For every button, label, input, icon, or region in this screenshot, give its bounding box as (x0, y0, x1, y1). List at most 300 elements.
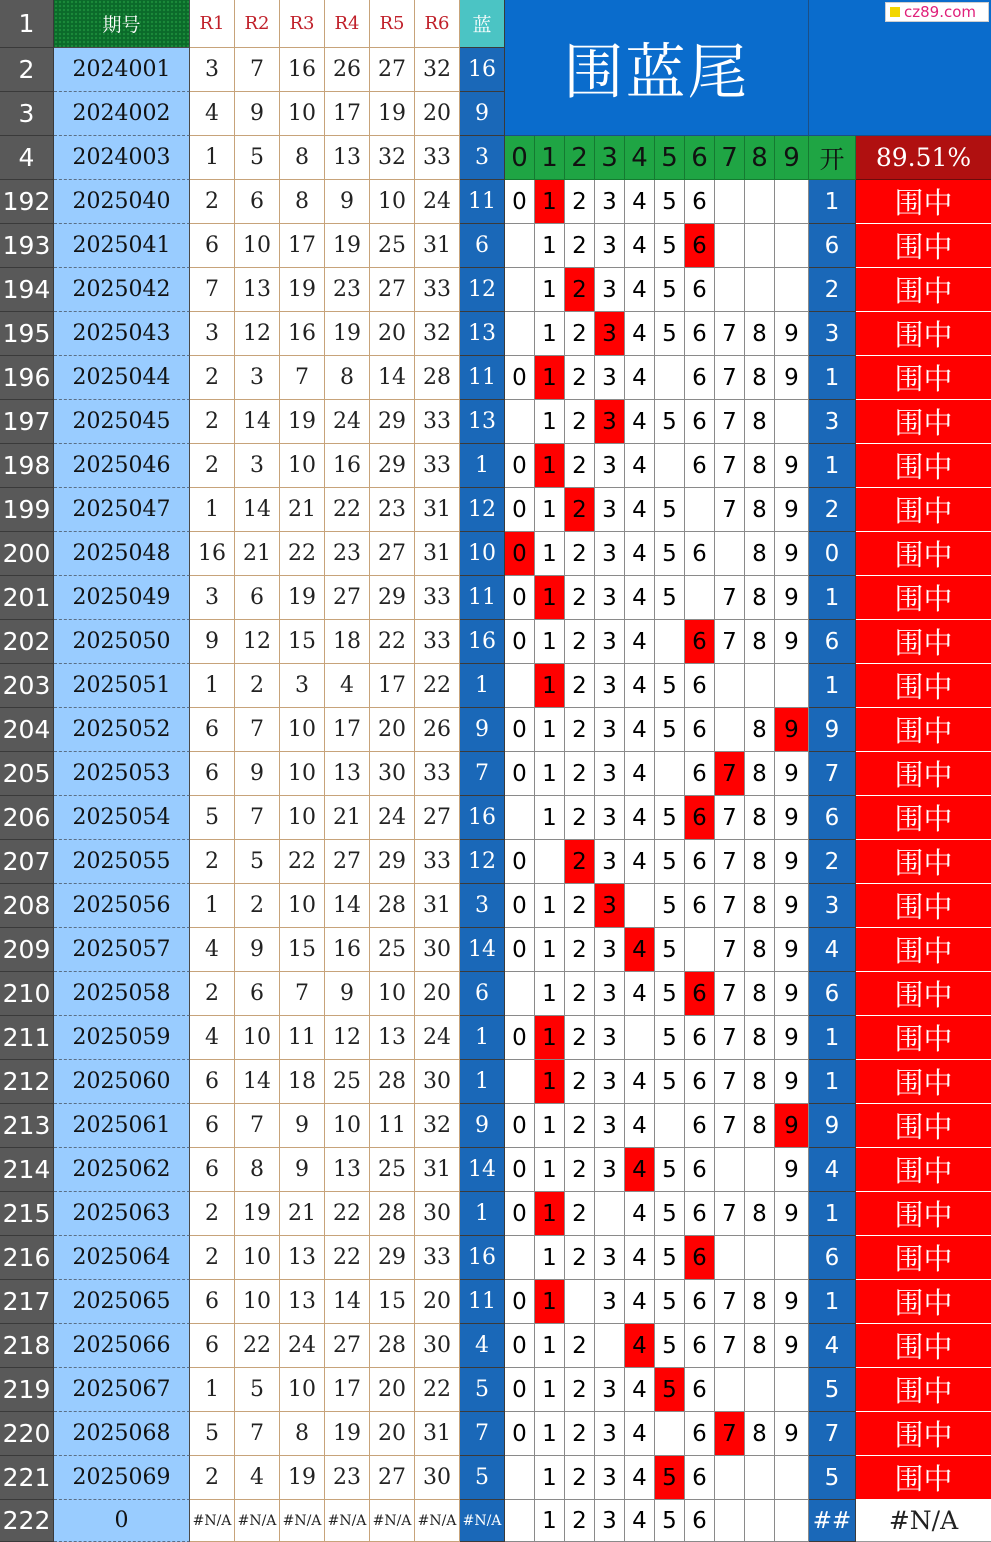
red-ball-cell[interactable]: 19 (280, 576, 325, 620)
result-cell[interactable]: 围中 (856, 1104, 991, 1148)
digit-hit-cell[interactable]: 6 (685, 972, 715, 1016)
digit-cell[interactable]: 8 (745, 928, 775, 972)
period-cell[interactable]: 2025057 (54, 928, 190, 972)
digit-cell[interactable]: 6 (685, 1500, 715, 1542)
digit-cell[interactable]: 4 (625, 1456, 655, 1500)
digit-cell[interactable]: 7 (715, 1192, 745, 1236)
digit-cell[interactable] (595, 1192, 625, 1236)
digit-cell[interactable] (775, 1236, 809, 1280)
digit-cell[interactable]: 2 (565, 1324, 595, 1368)
digit-cell[interactable]: 3 (595, 752, 625, 796)
digit-cell[interactable]: 8 (745, 1324, 775, 1368)
digit-cell[interactable]: 6 (685, 268, 715, 312)
digit-cell[interactable]: 9 (775, 444, 809, 488)
sheet-title[interactable]: 围蓝尾 (505, 0, 809, 136)
digit-cell[interactable] (745, 1368, 775, 1412)
period-cell[interactable]: 0 (54, 1500, 190, 1542)
red-ball-cell[interactable]: 31 (415, 884, 460, 928)
red-ball-cell[interactable]: #N/A (190, 1500, 235, 1542)
red-ball-cell[interactable]: 21 (280, 488, 325, 532)
digit-cell[interactable]: 8 (745, 972, 775, 1016)
red-ball-cell[interactable]: 5 (190, 796, 235, 840)
digit-cell[interactable]: 6 (685, 356, 715, 400)
digit-hit-cell[interactable]: 1 (535, 1192, 565, 1236)
red-ball-cell[interactable]: 32 (370, 136, 415, 180)
red-ball-cell[interactable]: 20 (370, 1368, 415, 1412)
red-ball-cell[interactable]: 22 (325, 1236, 370, 1280)
red-ball-cell[interactable]: 16 (280, 48, 325, 92)
result-cell[interactable]: 围中 (856, 1016, 991, 1060)
result-cell[interactable]: 围中 (856, 224, 991, 268)
red-ball-cell[interactable]: 4 (190, 928, 235, 972)
period-cell[interactable]: 2025041 (54, 224, 190, 268)
red-header-2[interactable]: R2 (235, 0, 280, 48)
digit-cell[interactable] (625, 884, 655, 928)
digit-cell[interactable]: 1 (535, 796, 565, 840)
digit-cell[interactable]: 1 (535, 1456, 565, 1500)
digit-cell[interactable]: 2 (565, 1500, 595, 1542)
red-header-3[interactable]: R3 (280, 0, 325, 48)
digit-cell[interactable]: 8 (745, 796, 775, 840)
red-ball-cell[interactable]: 23 (370, 488, 415, 532)
red-ball-cell[interactable]: 23 (325, 268, 370, 312)
digit-cell[interactable]: 2 (565, 752, 595, 796)
digit-cell[interactable]: 3 (595, 620, 625, 664)
digit-cell[interactable]: 3 (595, 488, 625, 532)
digit-hit-cell[interactable]: 1 (535, 1280, 565, 1324)
digit-cell[interactable]: 1 (535, 972, 565, 1016)
digit-cell[interactable]: 5 (655, 884, 685, 928)
blue-ball-cell[interactable]: 14 (460, 1148, 505, 1192)
red-ball-cell[interactable]: 19 (235, 1192, 280, 1236)
result-cell[interactable]: 围中 (856, 972, 991, 1016)
red-ball-cell[interactable]: 1 (190, 664, 235, 708)
digit-cell[interactable]: 2 (565, 400, 595, 444)
red-ball-cell[interactable]: 8 (235, 1148, 280, 1192)
digit-cell[interactable]: 7 (715, 1280, 745, 1324)
red-ball-cell[interactable]: 27 (415, 796, 460, 840)
digit-cell[interactable]: 4 (625, 620, 655, 664)
red-ball-cell[interactable]: 6 (190, 1324, 235, 1368)
digit-cell[interactable]: 1 (535, 532, 565, 576)
result-cell[interactable]: 围中 (856, 488, 991, 532)
digit-cell[interactable]: 0 (505, 928, 535, 972)
red-ball-cell[interactable]: 22 (325, 1192, 370, 1236)
digit-hit-cell[interactable]: 5 (655, 1456, 685, 1500)
red-ball-cell[interactable]: 22 (415, 1368, 460, 1412)
digit-cell[interactable]: 9 (775, 972, 809, 1016)
red-ball-cell[interactable]: 31 (415, 1412, 460, 1456)
digit-cell[interactable] (625, 1016, 655, 1060)
red-ball-cell[interactable]: 7 (190, 268, 235, 312)
open-digit-cell[interactable]: 2 (809, 488, 856, 532)
red-ball-cell[interactable]: 2 (190, 1456, 235, 1500)
open-digit-cell[interactable]: 0 (809, 532, 856, 576)
digit-cell[interactable]: 3 (595, 664, 625, 708)
digit-cell[interactable]: 4 (625, 1500, 655, 1542)
digit-cell[interactable]: 1 (535, 224, 565, 268)
red-ball-cell[interactable]: 17 (370, 664, 415, 708)
digit-header-5[interactable]: 5 (655, 136, 685, 180)
digit-cell[interactable]: 4 (625, 708, 655, 752)
period-header[interactable]: 期号 (54, 0, 190, 48)
red-ball-cell[interactable]: 24 (415, 1016, 460, 1060)
red-ball-cell[interactable]: 25 (370, 928, 415, 972)
digit-cell[interactable]: 8 (745, 356, 775, 400)
red-ball-cell[interactable]: 26 (325, 48, 370, 92)
red-ball-cell[interactable]: 8 (325, 356, 370, 400)
digit-cell[interactable]: 7 (715, 884, 745, 928)
result-cell[interactable]: 围中 (856, 664, 991, 708)
digit-header-4[interactable]: 4 (625, 136, 655, 180)
red-ball-cell[interactable]: 27 (370, 48, 415, 92)
digit-cell[interactable]: 3 (595, 1148, 625, 1192)
digit-cell[interactable]: 4 (625, 796, 655, 840)
digit-cell[interactable]: 2 (565, 576, 595, 620)
blue-ball-cell[interactable]: 10 (460, 532, 505, 576)
digit-cell[interactable]: 4 (625, 312, 655, 356)
digit-cell[interactable] (715, 1500, 745, 1542)
red-ball-cell[interactable]: 20 (370, 312, 415, 356)
red-ball-cell[interactable]: 7 (280, 356, 325, 400)
digit-cell[interactable]: 2 (565, 1016, 595, 1060)
red-ball-cell[interactable]: 15 (370, 1280, 415, 1324)
red-ball-cell[interactable]: 6 (190, 752, 235, 796)
result-cell[interactable]: 围中 (856, 1236, 991, 1280)
blue-ball-cell[interactable]: #N/A (460, 1500, 505, 1542)
red-ball-cell[interactable]: 16 (325, 928, 370, 972)
digit-cell[interactable]: 9 (775, 356, 809, 400)
red-ball-cell[interactable]: 10 (280, 752, 325, 796)
red-ball-cell[interactable]: 14 (325, 1280, 370, 1324)
period-cell[interactable]: 2025056 (54, 884, 190, 928)
digit-cell[interactable]: 6 (685, 1456, 715, 1500)
period-cell[interactable]: 2025043 (54, 312, 190, 356)
digit-cell[interactable] (535, 840, 565, 884)
digit-cell[interactable] (505, 1236, 535, 1280)
red-ball-cell[interactable]: 13 (325, 752, 370, 796)
red-ball-cell[interactable]: 29 (370, 444, 415, 488)
red-ball-cell[interactable]: 7 (235, 708, 280, 752)
red-ball-cell[interactable]: 33 (415, 576, 460, 620)
red-ball-cell[interactable]: 4 (190, 92, 235, 136)
digit-cell[interactable]: 2 (565, 1148, 595, 1192)
red-ball-cell[interactable]: 14 (370, 356, 415, 400)
period-cell[interactable]: 2025063 (54, 1192, 190, 1236)
digit-cell[interactable]: 2 (565, 884, 595, 928)
red-ball-cell[interactable]: 31 (415, 488, 460, 532)
digit-cell[interactable] (715, 1368, 745, 1412)
period-cell[interactable]: 2025066 (54, 1324, 190, 1368)
red-ball-cell[interactable]: 6 (190, 1060, 235, 1104)
digit-cell[interactable] (505, 796, 535, 840)
blue-ball-cell[interactable]: 16 (460, 1236, 505, 1280)
digit-cell[interactable]: 7 (715, 840, 745, 884)
digit-cell[interactable]: 5 (655, 1060, 685, 1104)
red-ball-cell[interactable]: 17 (325, 92, 370, 136)
digit-cell[interactable]: 7 (715, 1060, 745, 1104)
red-ball-cell[interactable]: 28 (370, 1192, 415, 1236)
digit-cell[interactable]: 8 (745, 1060, 775, 1104)
digit-header-3[interactable]: 3 (595, 136, 625, 180)
digit-cell[interactable]: 7 (715, 972, 745, 1016)
blue-ball-cell[interactable]: 1 (460, 1016, 505, 1060)
digit-hit-cell[interactable]: 3 (595, 312, 625, 356)
open-digit-cell[interactable]: 2 (809, 840, 856, 884)
blue-ball-cell[interactable]: 1 (460, 1060, 505, 1104)
digit-header-8[interactable]: 8 (745, 136, 775, 180)
red-ball-cell[interactable]: 27 (370, 1456, 415, 1500)
digit-cell[interactable]: 2 (565, 532, 595, 576)
red-ball-cell[interactable]: 10 (280, 92, 325, 136)
digit-cell[interactable] (505, 1500, 535, 1542)
period-cell[interactable]: 2025061 (54, 1104, 190, 1148)
digit-cell[interactable]: 4 (625, 664, 655, 708)
red-header-6[interactable]: R6 (415, 0, 460, 48)
red-ball-cell[interactable]: 27 (325, 576, 370, 620)
digit-cell[interactable]: 3 (595, 1456, 625, 1500)
red-ball-cell[interactable]: 24 (370, 796, 415, 840)
result-cell[interactable]: 围中 (856, 1456, 991, 1500)
red-ball-cell[interactable]: 27 (325, 1324, 370, 1368)
red-ball-cell[interactable]: 31 (415, 224, 460, 268)
open-digit-cell[interactable]: 4 (809, 928, 856, 972)
digit-cell[interactable]: 3 (595, 268, 625, 312)
digit-cell[interactable]: 8 (745, 312, 775, 356)
red-header-4[interactable]: R4 (325, 0, 370, 48)
red-ball-cell[interactable]: 23 (325, 1456, 370, 1500)
digit-cell[interactable] (775, 400, 809, 444)
digit-cell[interactable]: 9 (775, 884, 809, 928)
digit-cell[interactable] (505, 268, 535, 312)
red-ball-cell[interactable]: 33 (415, 840, 460, 884)
digit-cell[interactable]: 0 (505, 1104, 535, 1148)
red-ball-cell[interactable]: 11 (280, 1016, 325, 1060)
digit-cell[interactable]: 1 (535, 1324, 565, 1368)
period-cell[interactable]: 2025053 (54, 752, 190, 796)
red-ball-cell[interactable]: 10 (280, 708, 325, 752)
result-cell[interactable]: 围中 (856, 620, 991, 664)
red-ball-cell[interactable]: 13 (280, 1280, 325, 1324)
result-cell[interactable]: 围中 (856, 928, 991, 972)
red-ball-cell[interactable]: 2 (190, 356, 235, 400)
red-ball-cell[interactable]: 20 (370, 1412, 415, 1456)
red-ball-cell[interactable]: 33 (415, 268, 460, 312)
red-ball-cell[interactable]: 3 (280, 664, 325, 708)
period-cell[interactable]: 2024003 (54, 136, 190, 180)
digit-cell[interactable] (505, 972, 535, 1016)
red-ball-cell[interactable]: 21 (235, 532, 280, 576)
digit-cell[interactable]: 3 (595, 356, 625, 400)
digit-hit-cell[interactable]: 1 (535, 180, 565, 224)
digit-cell[interactable]: 5 (655, 576, 685, 620)
digit-cell[interactable] (715, 532, 745, 576)
red-ball-cell[interactable]: 3 (190, 312, 235, 356)
digit-cell[interactable]: 0 (505, 752, 535, 796)
blue-ball-cell[interactable]: 9 (460, 1104, 505, 1148)
result-cell[interactable]: 围中 (856, 444, 991, 488)
red-ball-cell[interactable]: 19 (280, 400, 325, 444)
digit-cell[interactable]: 7 (715, 576, 745, 620)
digit-cell[interactable]: 0 (505, 1192, 535, 1236)
digit-cell[interactable]: 7 (715, 488, 745, 532)
digit-cell[interactable]: 9 (775, 1324, 809, 1368)
red-ball-cell[interactable]: 12 (235, 620, 280, 664)
digit-cell[interactable]: 6 (685, 752, 715, 796)
digit-hit-cell[interactable]: 6 (685, 620, 715, 664)
digit-cell[interactable]: 8 (745, 1192, 775, 1236)
digit-cell[interactable]: 4 (625, 532, 655, 576)
digit-hit-cell[interactable]: 4 (625, 928, 655, 972)
digit-header-7[interactable]: 7 (715, 136, 745, 180)
red-ball-cell[interactable]: 15 (280, 620, 325, 664)
red-ball-cell[interactable]: 1 (190, 136, 235, 180)
red-header-5[interactable]: R5 (370, 0, 415, 48)
blue-ball-cell[interactable]: 7 (460, 1412, 505, 1456)
digit-cell[interactable]: 6 (685, 708, 715, 752)
digit-cell[interactable] (685, 576, 715, 620)
digit-cell[interactable]: 9 (775, 796, 809, 840)
open-digit-cell[interactable]: 1 (809, 576, 856, 620)
period-cell[interactable]: 2025059 (54, 1016, 190, 1060)
blue-ball-cell[interactable]: 1 (460, 1192, 505, 1236)
red-ball-cell[interactable]: 24 (325, 400, 370, 444)
digit-cell[interactable] (655, 444, 685, 488)
red-ball-cell[interactable]: 2 (190, 400, 235, 444)
digit-cell[interactable]: 8 (745, 1016, 775, 1060)
red-ball-cell[interactable]: 16 (280, 312, 325, 356)
digit-cell[interactable]: 6 (685, 884, 715, 928)
digit-cell[interactable]: 4 (625, 444, 655, 488)
digit-cell[interactable] (655, 752, 685, 796)
digit-cell[interactable]: 8 (745, 1280, 775, 1324)
digit-cell[interactable]: 6 (685, 1192, 715, 1236)
digit-cell[interactable]: 5 (655, 972, 685, 1016)
red-ball-cell[interactable]: 17 (325, 1368, 370, 1412)
red-ball-cell[interactable]: 16 (190, 532, 235, 576)
period-cell[interactable]: 2025040 (54, 180, 190, 224)
digit-cell[interactable]: 4 (625, 576, 655, 620)
digit-hit-cell[interactable]: 3 (595, 884, 625, 928)
red-ball-cell[interactable]: 5 (235, 840, 280, 884)
result-cell[interactable]: 围中 (856, 1412, 991, 1456)
digit-cell[interactable]: 6 (685, 180, 715, 224)
open-digit-cell[interactable]: 4 (809, 1148, 856, 1192)
red-ball-cell[interactable]: 6 (235, 972, 280, 1016)
result-cell[interactable]: 围中 (856, 356, 991, 400)
digit-cell[interactable]: 3 (595, 1280, 625, 1324)
red-ball-cell[interactable]: 13 (325, 136, 370, 180)
red-ball-cell[interactable]: 10 (370, 180, 415, 224)
digit-cell[interactable]: 9 (775, 1192, 809, 1236)
digit-cell[interactable]: 1 (535, 1412, 565, 1456)
result-cell[interactable]: 围中 (856, 532, 991, 576)
digit-cell[interactable] (655, 1104, 685, 1148)
red-ball-cell[interactable]: 18 (325, 620, 370, 664)
open-digit-cell[interactable]: 7 (809, 752, 856, 796)
red-ball-cell[interactable]: 4 (325, 664, 370, 708)
hit-rate-header[interactable]: 89.51% (856, 136, 991, 180)
red-ball-cell[interactable]: 25 (325, 1060, 370, 1104)
red-ball-cell[interactable]: 2 (235, 664, 280, 708)
digit-cell[interactable]: 0 (505, 1368, 535, 1412)
period-cell[interactable]: 2024001 (54, 48, 190, 92)
red-ball-cell[interactable]: 17 (280, 224, 325, 268)
digit-cell[interactable]: 1 (535, 1500, 565, 1542)
digit-cell[interactable]: 1 (535, 620, 565, 664)
blue-header[interactable]: 蓝 (460, 0, 505, 48)
digit-cell[interactable]: 4 (625, 1060, 655, 1104)
digit-hit-cell[interactable]: 9 (775, 1104, 809, 1148)
digit-cell[interactable]: 5 (655, 1500, 685, 1542)
digit-cell[interactable]: 7 (715, 1324, 745, 1368)
digit-cell[interactable]: 4 (625, 1280, 655, 1324)
red-ball-cell[interactable]: 2 (235, 884, 280, 928)
digit-cell[interactable]: 2 (565, 1412, 595, 1456)
red-ball-cell[interactable]: 15 (280, 928, 325, 972)
red-ball-cell[interactable]: 20 (415, 1280, 460, 1324)
result-cell[interactable]: #N/A (856, 1500, 991, 1542)
digit-cell[interactable] (505, 312, 535, 356)
digit-cell[interactable]: 3 (595, 1060, 625, 1104)
period-cell[interactable]: 2025058 (54, 972, 190, 1016)
red-ball-cell[interactable]: #N/A (370, 1500, 415, 1542)
digit-cell[interactable]: 9 (775, 928, 809, 972)
red-ball-cell[interactable]: 13 (325, 1148, 370, 1192)
digit-cell[interactable]: 1 (535, 884, 565, 928)
red-ball-cell[interactable]: 30 (415, 1060, 460, 1104)
red-ball-cell[interactable]: 6 (190, 1280, 235, 1324)
digit-cell[interactable]: 5 (655, 268, 685, 312)
period-cell[interactable]: 2025055 (54, 840, 190, 884)
red-ball-cell[interactable]: 22 (280, 532, 325, 576)
digit-cell[interactable]: 2 (565, 664, 595, 708)
digit-cell[interactable]: 2 (565, 444, 595, 488)
digit-cell[interactable]: 5 (655, 488, 685, 532)
red-ball-cell[interactable]: 14 (325, 884, 370, 928)
red-ball-cell[interactable]: 2 (190, 1236, 235, 1280)
red-ball-cell[interactable]: 10 (280, 444, 325, 488)
digit-cell[interactable]: 1 (535, 488, 565, 532)
digit-cell[interactable] (745, 664, 775, 708)
digit-hit-cell[interactable]: 4 (625, 1324, 655, 1368)
digit-cell[interactable]: 9 (775, 532, 809, 576)
digit-hit-cell[interactable]: 2 (565, 268, 595, 312)
digit-cell[interactable] (745, 224, 775, 268)
digit-cell[interactable] (775, 664, 809, 708)
red-ball-cell[interactable]: 2 (190, 972, 235, 1016)
open-digit-cell[interactable]: 5 (809, 1368, 856, 1412)
red-ball-cell[interactable]: 22 (325, 488, 370, 532)
red-ball-cell[interactable]: 33 (415, 752, 460, 796)
red-ball-cell[interactable]: 27 (325, 840, 370, 884)
digit-header-2[interactable]: 2 (565, 136, 595, 180)
period-cell[interactable]: 2025050 (54, 620, 190, 664)
digit-cell[interactable] (505, 224, 535, 268)
digit-cell[interactable]: 6 (685, 1016, 715, 1060)
open-digit-cell[interactable]: ## (809, 1500, 856, 1542)
red-ball-cell[interactable]: 12 (235, 312, 280, 356)
period-cell[interactable]: 2025065 (54, 1280, 190, 1324)
red-ball-cell[interactable]: 33 (415, 444, 460, 488)
digit-cell[interactable]: 6 (685, 840, 715, 884)
digit-cell[interactable] (775, 1368, 809, 1412)
blue-ball-cell[interactable]: 5 (460, 1368, 505, 1412)
red-ball-cell[interactable]: 29 (370, 576, 415, 620)
digit-cell[interactable]: 5 (655, 1192, 685, 1236)
digit-cell[interactable]: 2 (565, 356, 595, 400)
red-ball-cell[interactable]: 8 (280, 136, 325, 180)
